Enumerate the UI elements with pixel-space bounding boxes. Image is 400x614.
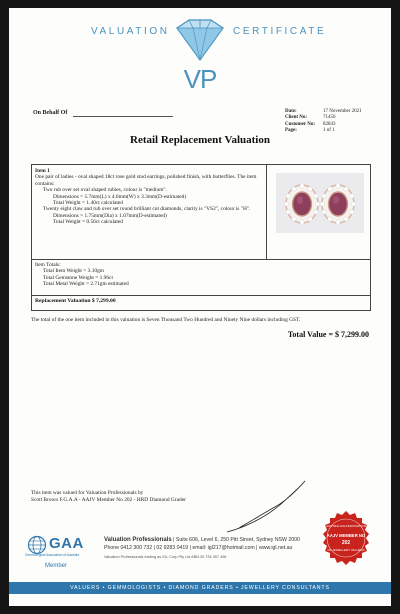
- item-description: [35, 168, 265, 226]
- contact-legal: Valuation Professionals trading as IGL Corp Pty Ltd ABN 25 734 397 496: [104, 554, 227, 559]
- table-divider: [266, 165, 267, 259]
- seal-top-text: AUSTRALIAN ASSOCIATION: [326, 524, 366, 528]
- item-paragraph: One pair of ladies - oval shaped 18ct rose gold stud earrings, polished finish, with butterflies. The item contains:: [35, 174, 257, 187]
- vp-monogram: VP: [183, 64, 217, 94]
- ruby-line: Two rub over set oval shaped rubies, colour is "medium".: [43, 187, 167, 194]
- diamond-weight: Total Weight = 0.56ct calculated: [53, 219, 123, 226]
- valuation-table: [31, 164, 371, 311]
- signature-icon: [221, 478, 307, 538]
- on-behalf-line: [73, 116, 173, 117]
- gaa-member: Member: [45, 563, 68, 569]
- header-left-word: VALUATION: [91, 26, 170, 37]
- seal-bottom-text: OF JEWELLERY VALUERS: [327, 548, 365, 552]
- document-title: Retail Replacement Valuation: [130, 134, 270, 146]
- valuer-note-line2: Scott Brown F.G.A.A - AAJV Member No 202 - HRD Diamond Grader: [31, 496, 186, 503]
- meta-row-page: Page: 1 of 1: [285, 128, 335, 134]
- seal-middle-text: AAJV MEMBER NO: [326, 533, 366, 538]
- company-name: Valuation Professionals: [104, 537, 172, 543]
- services-bar: VALUERS • GEMMOLOGISTS • DIAMOND GRADERS • JEWELLERY CONSULTANTS: [9, 582, 391, 594]
- certificate-sheet: [9, 8, 391, 606]
- earrings-photo: [276, 173, 364, 233]
- total-value: Total Value = $ 7,299.00: [287, 330, 369, 339]
- ruby-dimensions: Dimensions = 5.7mm(L) x 4.6mm(W) x 3.3mm(D-estimated): [53, 193, 187, 200]
- header-right-word: CERTIFICATE: [233, 26, 327, 37]
- valuation-row-divider: [32, 295, 370, 296]
- totals-heading: Item Totals:: [35, 262, 61, 268]
- contact-block: [104, 536, 334, 561]
- diamond-dimensions: Dimensions = 1.75mm(Dia) x 1.07mm(D-estimated): [53, 212, 167, 219]
- total-metal-weight: Total Metal Weight = 2.71gm estimated: [43, 281, 129, 288]
- gaa-brand: GAA: [49, 535, 84, 552]
- meta-row-client: Client No: 71456: [285, 115, 336, 121]
- contact-line-1: [104, 536, 334, 544]
- total-sentence: The total of the one item included in this valuation is Seven Thousand Two Hundred and Ninety Nine dollars including GST.: [31, 317, 301, 323]
- replacement-valuation: Replacement Valuation $ 7,299.00: [35, 298, 116, 304]
- gaa-subtitle: Gemmological Association of Australia: [25, 553, 80, 557]
- on-behalf-label: On Behalf Of: [33, 110, 68, 116]
- contact-phones: Phone 0412 300 732 | 02 9283 0419 | email: igl217@hotmail.com | www.igl.net.au: [104, 545, 293, 552]
- company-address: | Suite 606, Level 6, 250 Pitt Street, Sydney NSW 2000: [171, 537, 300, 543]
- ruby-weight: Total Weight = 1.40ct calculated: [53, 200, 123, 207]
- item-totals: [35, 262, 365, 288]
- earrings-image-icon: [276, 173, 364, 233]
- total-item-weight: Total Item Weight = 3.10gm: [43, 268, 104, 275]
- meta-row-date: Date: 17 November 2021: [285, 109, 362, 114]
- valuer-note-line1: This item was valued for Valuation Professionals by: [31, 490, 144, 496]
- meta-block: [285, 109, 362, 135]
- seal-number-text: 202: [341, 540, 351, 546]
- diamond-logo-icon: [171, 18, 229, 62]
- meta-row-customer: Customer No: 82843: [285, 121, 336, 127]
- diamond-line: Twenty eight claw and rub over set round brilliant cut diamonds, clarity is "VS2", colour is "H".: [43, 206, 251, 213]
- total-gemstone-weight: Total Gemstone Weight = 1.96ct: [43, 274, 113, 281]
- gaa-globe-icon: [27, 535, 47, 555]
- item-heading: Item 1: [35, 168, 50, 174]
- certificate-header: [9, 8, 391, 100]
